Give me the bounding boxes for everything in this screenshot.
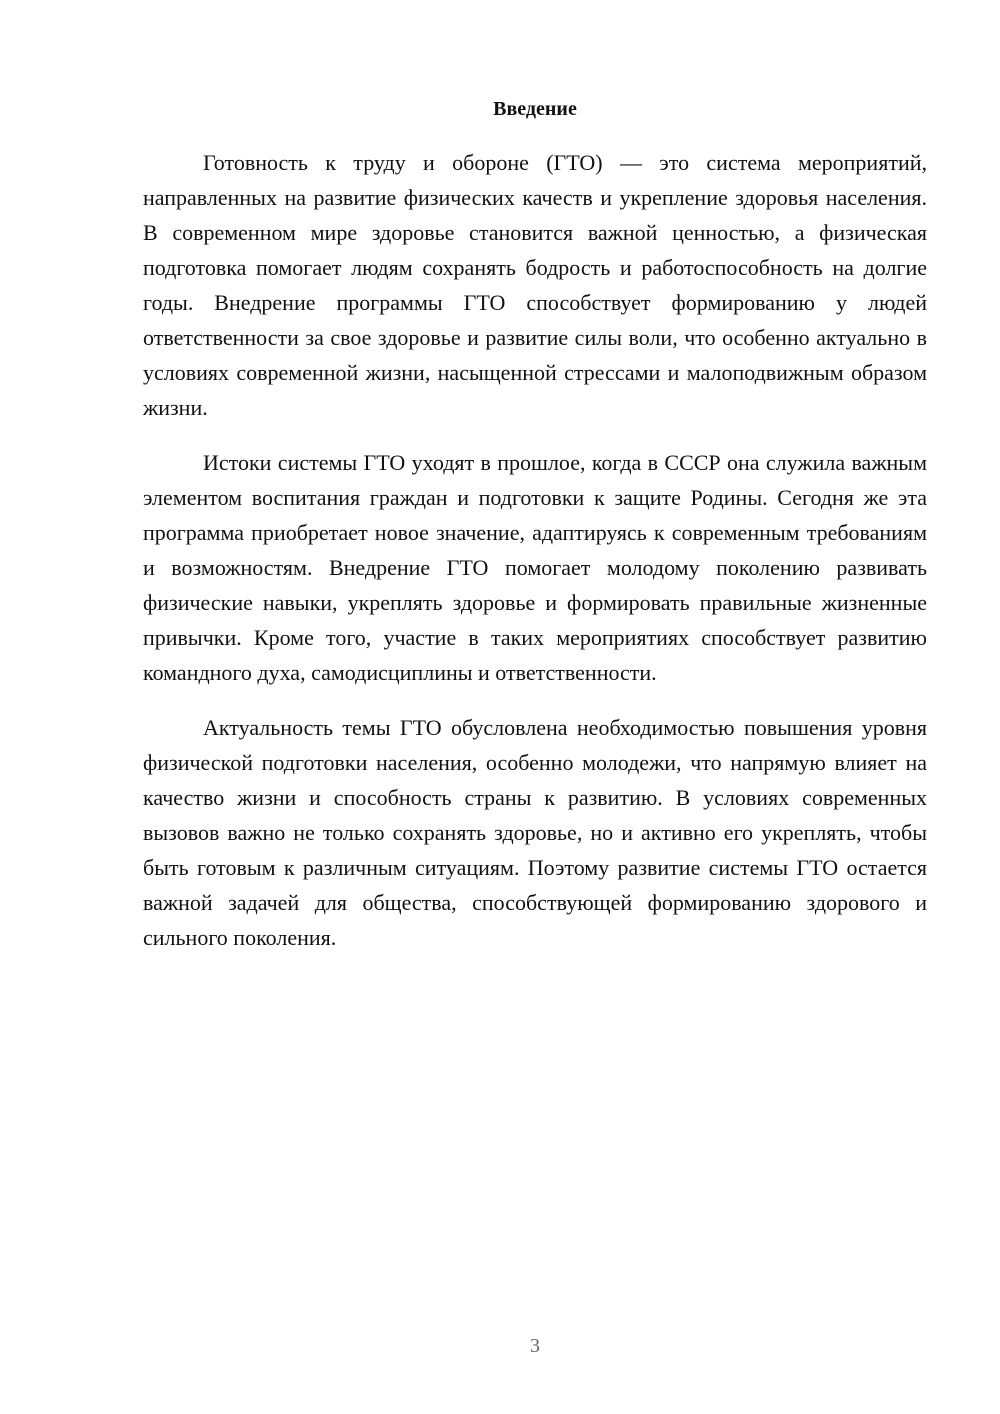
page-content [143,93,927,975]
page-number: 3 [530,1335,540,1357]
paragraph-2: Истоки системы ГТО уходят в прошлое, когда в СССР она служила важным элементом воспитания граждан и подготовки к защите Родины. Сегодня же эта программа приобретает новое значение, адаптируясь к современным требованиям и возможностям. Внедрение ГТО помогает молодому поколению развивать физические навыки, укреплять здоровье и формировать правильные жизненные привычки. Кроме того, участие в таких мероприятиях способствует развитию командного духа, самодисциплины и ответственности. [143,450,927,685]
paragraph-1: Готовность к труду и обороне (ГТО) — это система мероприятий, направленных на развитие физических качеств и укрепление здоровья населения. В современном мире здоровье становится важной ценностью, а физическая подготовка помогает людям сохранять бодрость и работоспособность на долгие годы. Внедрение программы ГТО способствует формированию у людей ответственности за свое здоровье и развитие силы воли, что особенно актуально в условиях современной жизни, насыщенной стрессами и малоподвижным образом жизни. [143,150,927,420]
section-title: Введение [493,98,577,120]
paragraph-3: Актуальность темы ГТО обусловлена необходимостью повышения уровня физической подготовки населения, особенно молодежи, что напрямую влияет на качество жизни и способность страны к развитию. В условиях современных вызовов важно не только сохранять здоровье, но и активно его укреплять, чтобы быть готовым к различным ситуациям. Поэтому развитие системы ГТО остается важной задачей для общества, способствующей формированию здорового и сильного поколения. [143,715,927,950]
